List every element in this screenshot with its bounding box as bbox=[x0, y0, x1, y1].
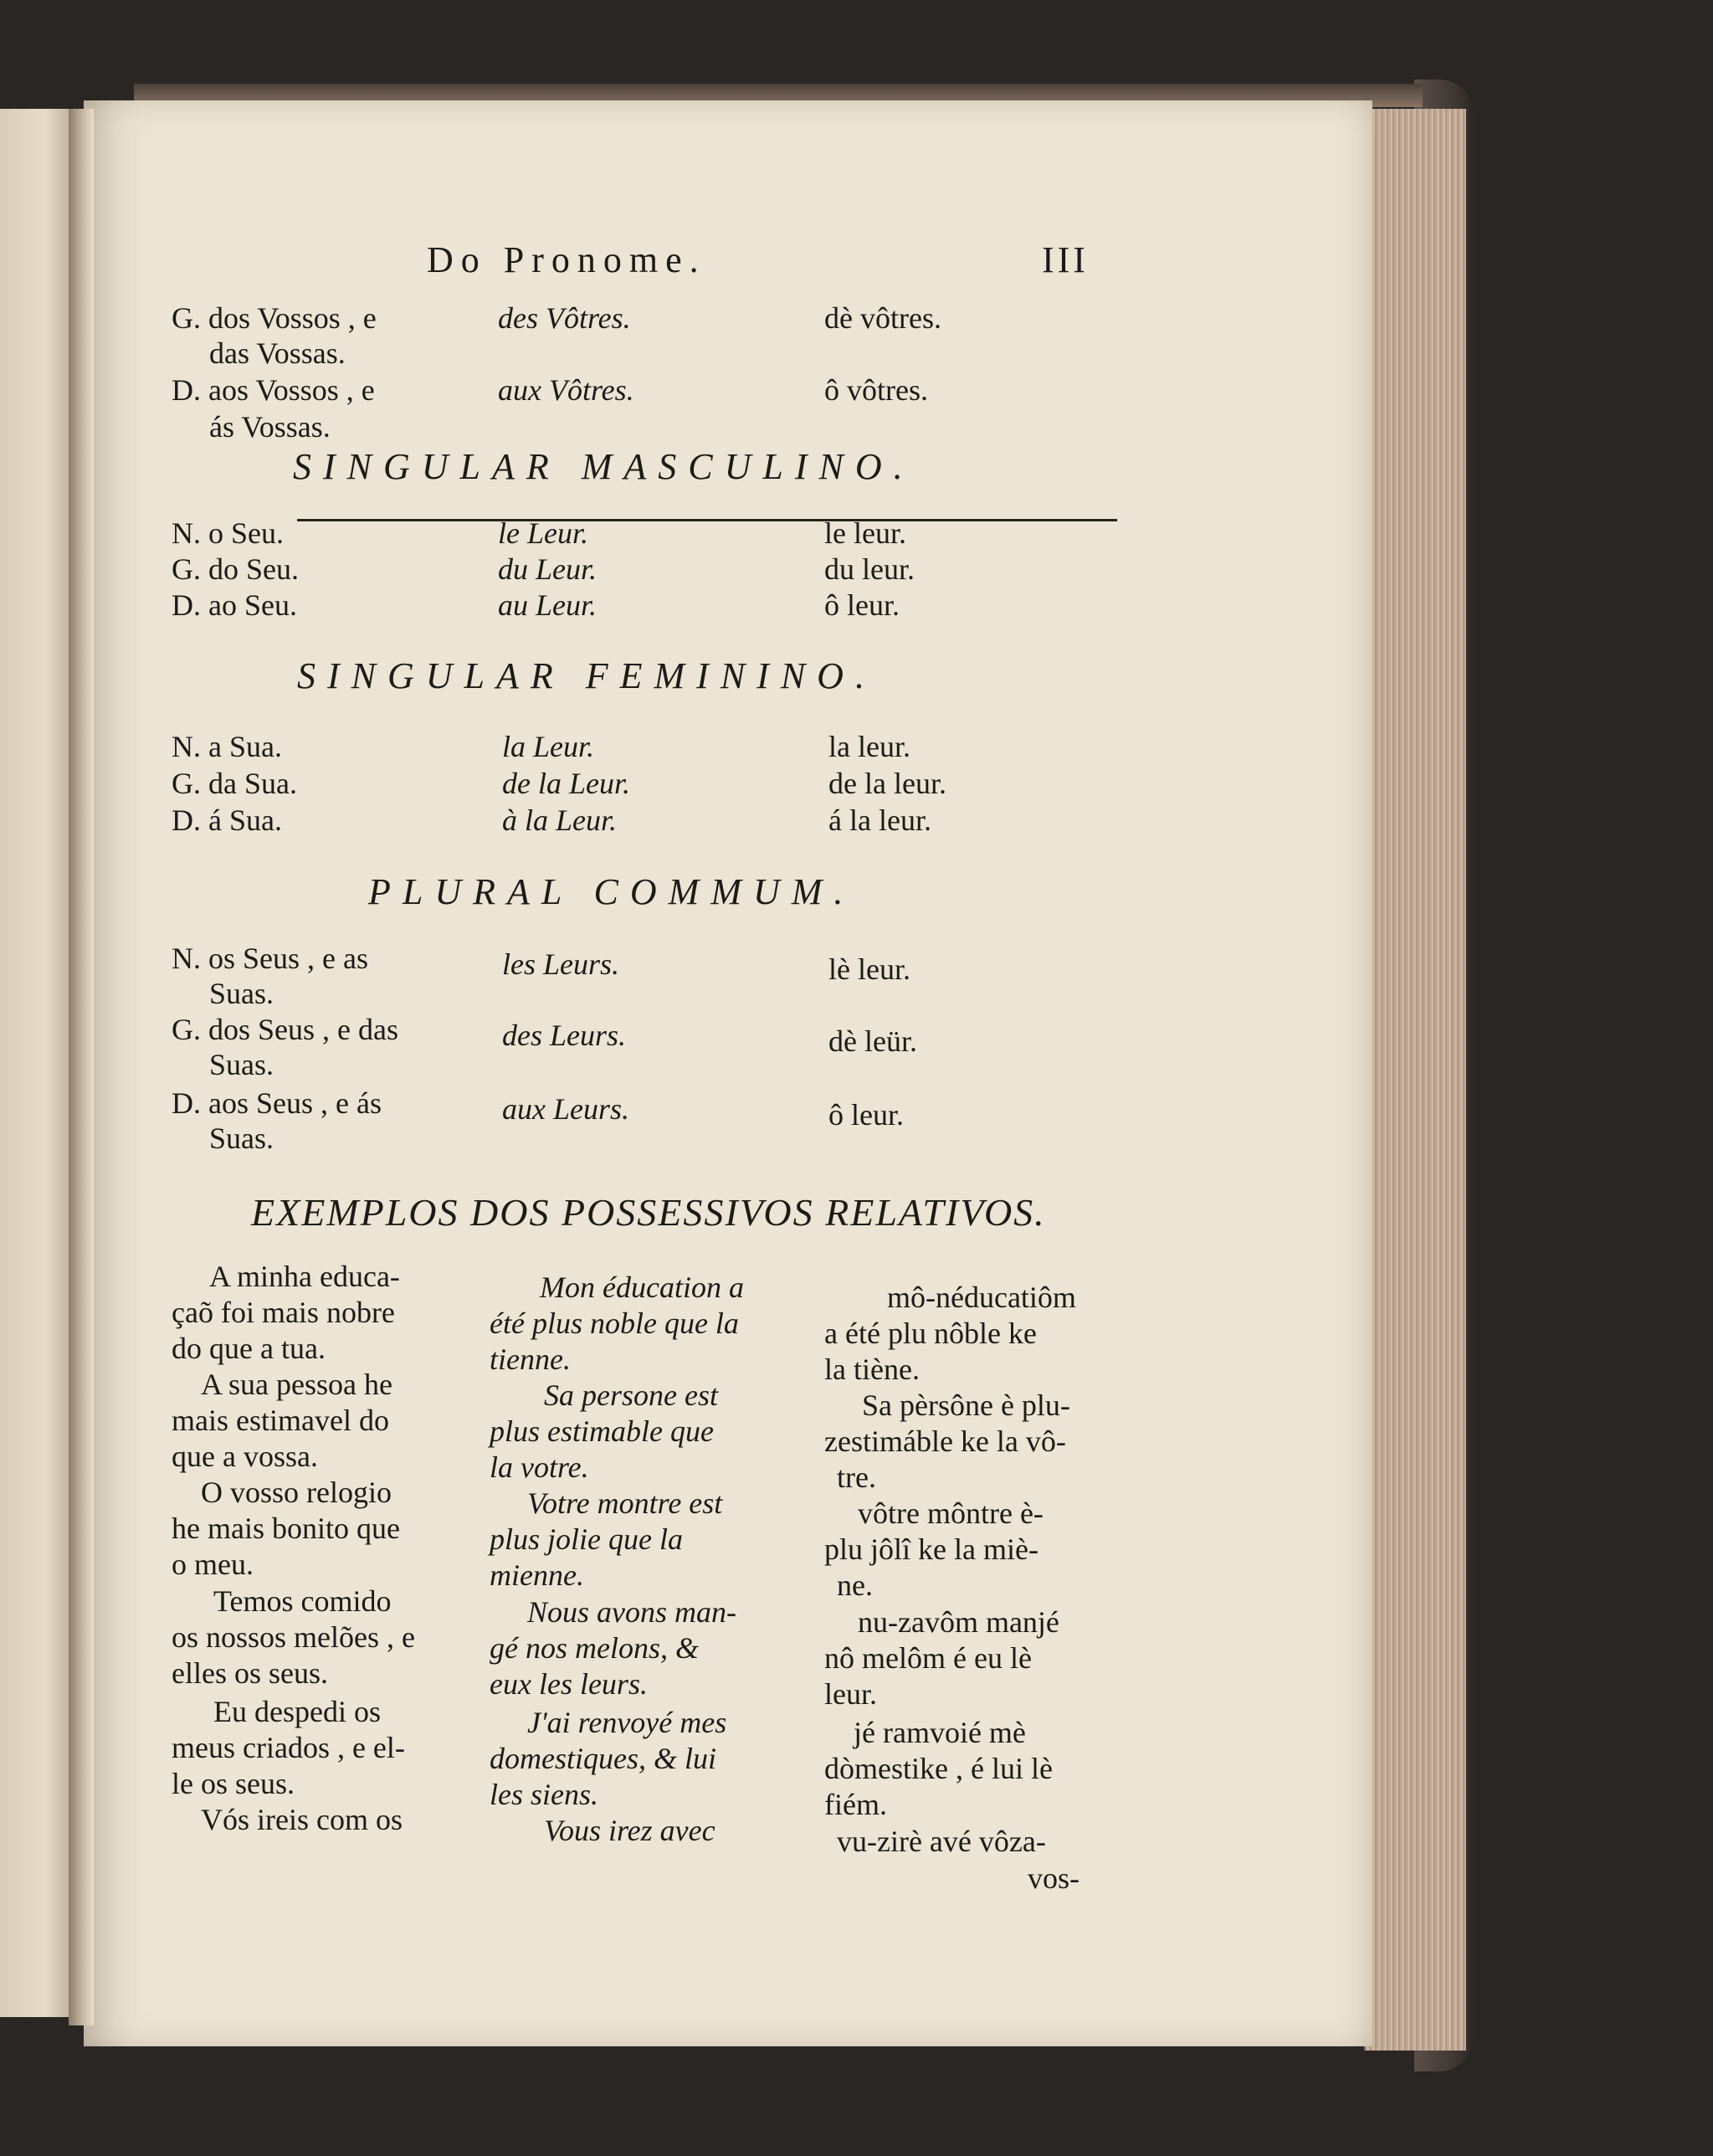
fr-line: J'ai renvoyé mes bbox=[527, 1706, 727, 1739]
fr-line: plus jolie que la bbox=[490, 1522, 683, 1556]
pron-line: leur. bbox=[824, 1677, 877, 1711]
pt-line: le os seus. bbox=[172, 1767, 295, 1800]
pt-cell: Suas. bbox=[209, 1122, 274, 1155]
pt-cell: G. do Seu. bbox=[172, 552, 299, 586]
pt-cell: G. dos Vossos , e bbox=[172, 301, 377, 335]
pron-cell: dè leür. bbox=[828, 1024, 917, 1058]
facing-page-edge bbox=[0, 109, 75, 2017]
fr-cell: au Leur. bbox=[498, 588, 597, 622]
pron-cell: ô leur. bbox=[828, 1098, 904, 1132]
pron-cell: lè leur. bbox=[828, 952, 910, 986]
pt-cell: Suas. bbox=[209, 977, 274, 1010]
fr-cell: les Leurs. bbox=[502, 947, 620, 981]
fr-cell: des Leurs. bbox=[502, 1019, 627, 1052]
pt-line: A sua pessoa he bbox=[201, 1368, 392, 1401]
pron-cell: de la leur. bbox=[828, 767, 946, 800]
pt-cell: D. aos Seus , e ás bbox=[172, 1086, 382, 1120]
fr-line: eux les leurs. bbox=[490, 1667, 648, 1701]
fr-cell: aux Leurs. bbox=[502, 1092, 629, 1126]
gutter-shadow bbox=[69, 109, 94, 2025]
pt-line: O vosso relogio bbox=[201, 1476, 392, 1509]
fr-line: tienne. bbox=[490, 1342, 571, 1376]
fr-line: Mon éducation a bbox=[540, 1270, 744, 1304]
pt-line: o meu. bbox=[172, 1548, 254, 1581]
pt-cell: das Vossas. bbox=[209, 336, 346, 370]
fr-line: domestiques, & lui bbox=[490, 1742, 716, 1775]
fr-line: Vous irez avec bbox=[544, 1814, 715, 1847]
pron-cell: le leur. bbox=[824, 516, 906, 550]
pt-cell: ás Vossas. bbox=[209, 410, 331, 444]
pt-line: çaõ foi mais nobre bbox=[172, 1296, 395, 1329]
fr-line: Votre montre est bbox=[527, 1486, 723, 1520]
pt-line: os nossos melões , e bbox=[172, 1620, 415, 1654]
fr-line: la votre. bbox=[490, 1450, 589, 1484]
pron-cell: dè vôtres. bbox=[824, 301, 941, 335]
fr-line: gé nos melons, & bbox=[490, 1631, 699, 1665]
pt-cell: Suas. bbox=[209, 1048, 274, 1081]
fr-cell: le Leur. bbox=[498, 516, 588, 550]
fr-line: Nous avons man- bbox=[527, 1595, 736, 1629]
page-number: III bbox=[1042, 239, 1089, 280]
pron-cell: ô leur. bbox=[824, 588, 900, 622]
fr-cell: la Leur. bbox=[502, 730, 595, 763]
pron-line: tre. bbox=[837, 1460, 876, 1494]
pt-line: mais estimavel do bbox=[172, 1404, 389, 1437]
section-heading: SINGULAR FEMININO. bbox=[297, 655, 876, 696]
pron-line: vu-zirè avé vôza- bbox=[837, 1825, 1046, 1858]
pron-cell: á la leur. bbox=[828, 803, 931, 837]
pt-cell: N. os Seus , e as bbox=[172, 942, 368, 975]
fr-line: les siens. bbox=[490, 1778, 598, 1811]
fr-cell: aux Vôtres. bbox=[498, 373, 634, 407]
pron-cell: la leur. bbox=[828, 730, 910, 763]
pron-line: mô-néducatiôm bbox=[887, 1281, 1076, 1314]
pt-line: do que a tua. bbox=[172, 1332, 326, 1365]
pron-line: nô melôm é eu lè bbox=[824, 1641, 1032, 1675]
page-fore-edge bbox=[1364, 109, 1466, 2051]
pt-line: Eu despedi os bbox=[213, 1695, 381, 1728]
fr-line: été plus noble que la bbox=[490, 1306, 739, 1340]
pron-line: vôtre môntre è- bbox=[858, 1496, 1044, 1530]
fr-cell: des Vôtres. bbox=[498, 301, 631, 335]
fr-line: Sa persone est bbox=[544, 1378, 718, 1412]
pt-cell: N. a Sua. bbox=[172, 730, 282, 763]
fr-cell: à la Leur. bbox=[502, 803, 618, 837]
pron-cell: du leur. bbox=[824, 552, 915, 586]
section-heading: PLURAL COMMUM. bbox=[368, 871, 855, 912]
fr-line: plus estimable que bbox=[490, 1414, 714, 1448]
pron-line: la tiène. bbox=[824, 1353, 920, 1386]
pron-line: a été plu nôble ke bbox=[824, 1317, 1037, 1350]
pron-line: Sa pèrsône è plu- bbox=[862, 1389, 1070, 1422]
pron-cell: ô vôtres. bbox=[824, 373, 928, 407]
pt-line: Vós ireis com os bbox=[201, 1803, 403, 1836]
pron-line: nu-zavôm manjé bbox=[858, 1605, 1059, 1639]
pt-line: que a vossa. bbox=[172, 1440, 318, 1473]
pt-cell: D. ao Seu. bbox=[172, 588, 297, 622]
pron-line: dòmestike , é lui lè bbox=[824, 1752, 1053, 1785]
pt-cell: G. dos Seus , e das bbox=[172, 1013, 398, 1046]
pt-cell: G. da Sua. bbox=[172, 767, 297, 800]
pt-cell: D. aos Vossos , e bbox=[172, 373, 375, 407]
fr-cell: du Leur. bbox=[498, 552, 597, 586]
rule bbox=[297, 519, 1117, 521]
fr-cell: de la Leur. bbox=[502, 767, 630, 800]
pt-cell: N. o Seu. bbox=[172, 516, 284, 550]
fr-line: mienne. bbox=[490, 1558, 584, 1592]
catchword: vos- bbox=[1028, 1861, 1080, 1895]
pron-line: ne. bbox=[837, 1568, 873, 1602]
pt-line: Temos comido bbox=[213, 1584, 392, 1618]
pt-line: he mais bonito que bbox=[172, 1512, 400, 1545]
pron-line: fiém. bbox=[824, 1788, 887, 1821]
pron-line: jé ramvoié mè bbox=[854, 1716, 1026, 1749]
running-title: Do Pronome. bbox=[427, 239, 706, 280]
pron-line: plu jôlî ke la miè- bbox=[824, 1532, 1039, 1566]
pt-line: A minha educa- bbox=[209, 1260, 400, 1293]
section-heading: SINGULAR MASCULINO. bbox=[293, 446, 915, 487]
pt-cell: D. á Sua. bbox=[172, 803, 282, 837]
pt-line: elles os seus. bbox=[172, 1656, 328, 1690]
section-heading: EXEMPLOS DOS POSSESSIVOS RELATIVOS. bbox=[251, 1191, 1046, 1234]
pt-line: meus criados , e el- bbox=[172, 1731, 405, 1764]
pron-line: zestimáble ke la vô- bbox=[824, 1424, 1066, 1458]
